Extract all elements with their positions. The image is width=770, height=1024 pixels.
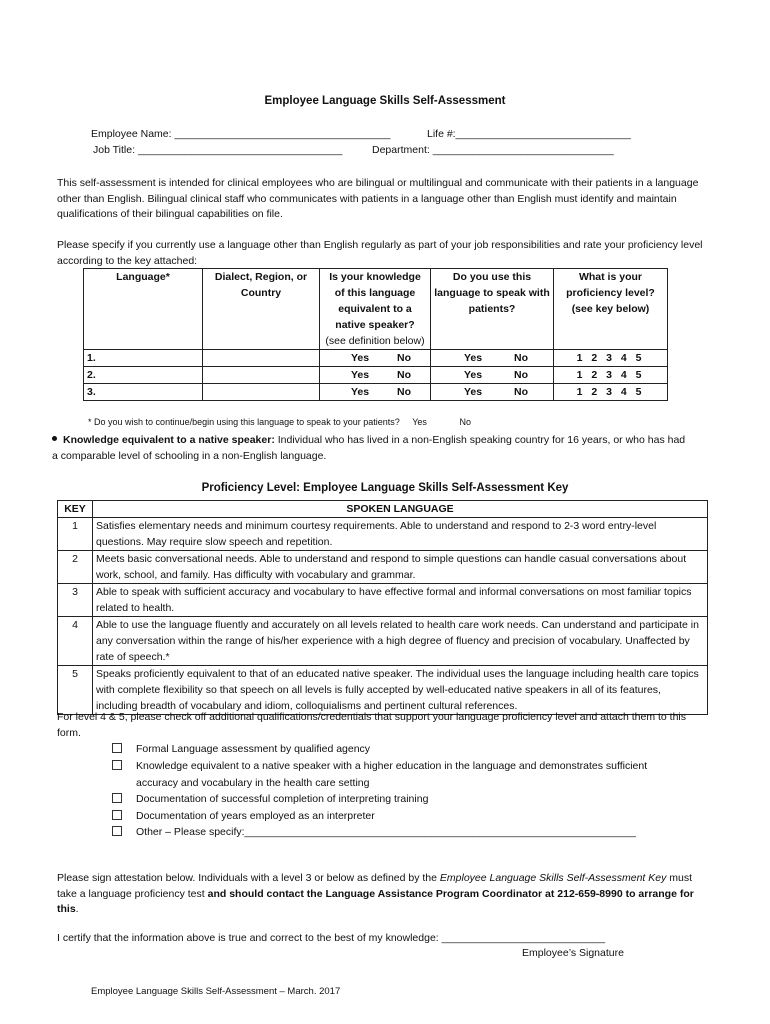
no-option: No <box>514 369 528 381</box>
checklist-item[interactable]: Documentation of successful completion of interpreting training <box>112 791 672 808</box>
attestation-paragraph: Please sign attestation below. Individuals with a level 3 or below as defined by the Employee Language Skills Self-Assessment Key must take a language proficiency test and should contact the Language Assistance Program Coordinator at 212-659-8990 to arrange for this. <box>57 872 694 915</box>
checklist-item[interactable]: Documentation of years employed as an interpreter <box>112 808 672 825</box>
table-row <box>84 367 668 384</box>
footnote-yes[interactable]: Yes <box>412 417 427 427</box>
col-native-speaker-note: (see definition below) <box>325 335 425 347</box>
table-row <box>58 518 708 551</box>
table-row <box>58 666 708 715</box>
table-row <box>84 384 668 401</box>
checkbox-icon <box>112 743 122 753</box>
coordinator-contact: and should contact the Language Assistance Program Coordinator at 212-659-8990 to arrange for this <box>57 887 694 915</box>
checklist-item[interactable]: Other – Please specify:___________________________________________________________________ <box>112 824 672 841</box>
proficiency-key-table <box>57 500 708 715</box>
key-description: Able to speak with sufficient accuracy and vocabulary to have effective formal and informal conversations on most familiar topics related to health. <box>93 584 708 617</box>
key-description: Able to use the language fluently and accurately on all levels related to health care work needs. Can understand and participate in any conversation within the range of his/her experience with a high degree of fluency and precision of vocabulary. Unaffected by rate of speech.* <box>93 617 708 666</box>
page-footer: Employee Language Skills Self-Assessment – March. 2017 <box>91 986 341 997</box>
col-language: Language* <box>84 269 203 350</box>
yes-option: Yes <box>351 369 370 381</box>
proficiency-scale[interactable]: 1 2 3 4 5 <box>554 350 668 367</box>
table-row <box>58 617 708 666</box>
specify-paragraph: Please specify if you currently use a language other than English regularly as part of your job responsibilities and rate your proficiency level according to the key attached: <box>57 239 703 267</box>
certify-statement[interactable]: I certify that the information above is true and correct to the best of my knowledge: ____________________________ <box>57 932 606 944</box>
native-yes-no[interactable] <box>320 384 431 401</box>
no-option: No <box>397 369 411 381</box>
key-level: 3 <box>58 584 93 617</box>
level-4-5-instructions: For level 4 & 5, please check off additional qualifications/credentials that support your language proficiency level and attach them to this form. <box>57 711 687 739</box>
speak-yes-no[interactable] <box>431 384 554 401</box>
intro-paragraph: This self-assessment is intended for clinical employees who are bilingual or multilingual and communicate with their patients in a language other than English. Bilingual clinical staff who communicates with patients in a language other than English must identify and maintain qualifications of their bilingual capabilities on file. <box>57 177 699 220</box>
speak-yes-no[interactable] <box>431 367 554 384</box>
key-description: Speaks proficiently equivalent to that of an educated native speaker. The individual uses the language including health care topics with complete flexibility so that speech on all levels is fully accepted by well-educated native speakers in all of its features, including breadth of vocabulary and idiom, colloquialisms and pertinent cultural references. <box>93 666 708 715</box>
no-option: No <box>397 352 411 364</box>
key-column-header: KEY <box>58 501 93 518</box>
dialect-cell[interactable] <box>203 384 320 401</box>
employee-name-field[interactable]: Employee Name: _____________________________________ <box>91 128 391 140</box>
key-level: 5 <box>58 666 93 715</box>
footnote-no[interactable]: No <box>459 417 471 427</box>
bullet-icon <box>52 436 57 441</box>
checkbox-icon <box>112 793 122 803</box>
native-yes-no[interactable] <box>320 367 431 384</box>
key-level: 1 <box>58 518 93 551</box>
table-row <box>58 551 708 584</box>
footnote-star: * <box>88 417 92 427</box>
key-description: Meets basic conversational needs. Able to understand and respond to simple questions can handle casual conversations about work, school, and family. Has difficulty with vocabulary and grammar. <box>93 551 708 584</box>
yes-option: Yes <box>351 386 370 398</box>
life-number-field[interactable]: Life #:______________________________ <box>427 128 631 140</box>
yes-option: Yes <box>464 369 483 381</box>
native-definition-label: Knowledge equivalent to a native speaker: <box>63 434 275 446</box>
proficiency-scale[interactable]: 1 2 3 4 5 <box>554 384 668 401</box>
department-field[interactable]: Department: _______________________________ <box>372 144 614 156</box>
col-native-speaker <box>320 269 431 350</box>
native-definition-text: Individual who has lived in a non-English speaking country for 16 years, or who has had a comparable level of schooling in a non-English language. <box>52 434 686 462</box>
key-level: 2 <box>58 551 93 584</box>
yes-option: Yes <box>464 352 483 364</box>
yes-option: Yes <box>464 386 483 398</box>
key-reference: Employee Language Skills Self-Assessment Key <box>439 872 667 884</box>
language-table <box>83 268 668 401</box>
key-title: Proficiency Level: Employee Language Skills Self-Assessment Key <box>201 482 569 494</box>
col-speak-patients: Do you use this language to speak with patients? <box>431 269 554 350</box>
table-row <box>58 584 708 617</box>
job-title-field[interactable]: Job Title: ___________________________________ <box>93 144 343 156</box>
no-option: No <box>514 352 528 364</box>
checkbox-icon <box>112 760 122 770</box>
key-level: 4 <box>58 617 93 666</box>
row-number: 1. <box>84 350 203 367</box>
native-speaker-definition <box>52 433 692 464</box>
row-number: 3. <box>84 384 203 401</box>
dialect-cell[interactable] <box>203 367 320 384</box>
col-native-speaker-text: Is your knowledge of this language equivalent to a native speaker? <box>329 271 421 331</box>
checkbox-icon <box>112 826 122 836</box>
signature-label: Employee’s Signature <box>522 947 624 959</box>
page-title: Employee Language Skills Self-Assessment <box>264 95 506 107</box>
footnote-question: Do you wish to continue/begin using this language to speak to your patients? <box>94 417 400 427</box>
footnote <box>88 417 471 427</box>
checkbox-icon <box>112 810 122 820</box>
col-dialect: Dialect, Region, or Country <box>203 269 320 350</box>
dialect-cell[interactable] <box>203 350 320 367</box>
yes-option: Yes <box>351 352 370 364</box>
checklist-item[interactable]: Formal Language assessment by qualified agency <box>112 741 672 758</box>
speak-yes-no[interactable] <box>431 350 554 367</box>
key-description: Satisfies elementary needs and minimum courtesy requirements. Able to understand and respond to 2-3 word entry-level questions. May require slow speech and repetition. <box>93 518 708 551</box>
row-number: 2. <box>84 367 203 384</box>
spoken-language-header: SPOKEN LANGUAGE <box>93 501 708 518</box>
no-option: No <box>514 386 528 398</box>
no-option: No <box>397 386 411 398</box>
table-row <box>84 350 668 367</box>
proficiency-scale[interactable]: 1 2 3 4 5 <box>554 367 668 384</box>
checklist-item[interactable]: Knowledge equivalent to a native speaker with a higher education in the language and demonstrates sufficient accuracy and vocabulary in the health care setting <box>112 758 672 791</box>
col-proficiency: What is your proficiency level? (see key below) <box>554 269 668 350</box>
native-yes-no[interactable] <box>320 350 431 367</box>
